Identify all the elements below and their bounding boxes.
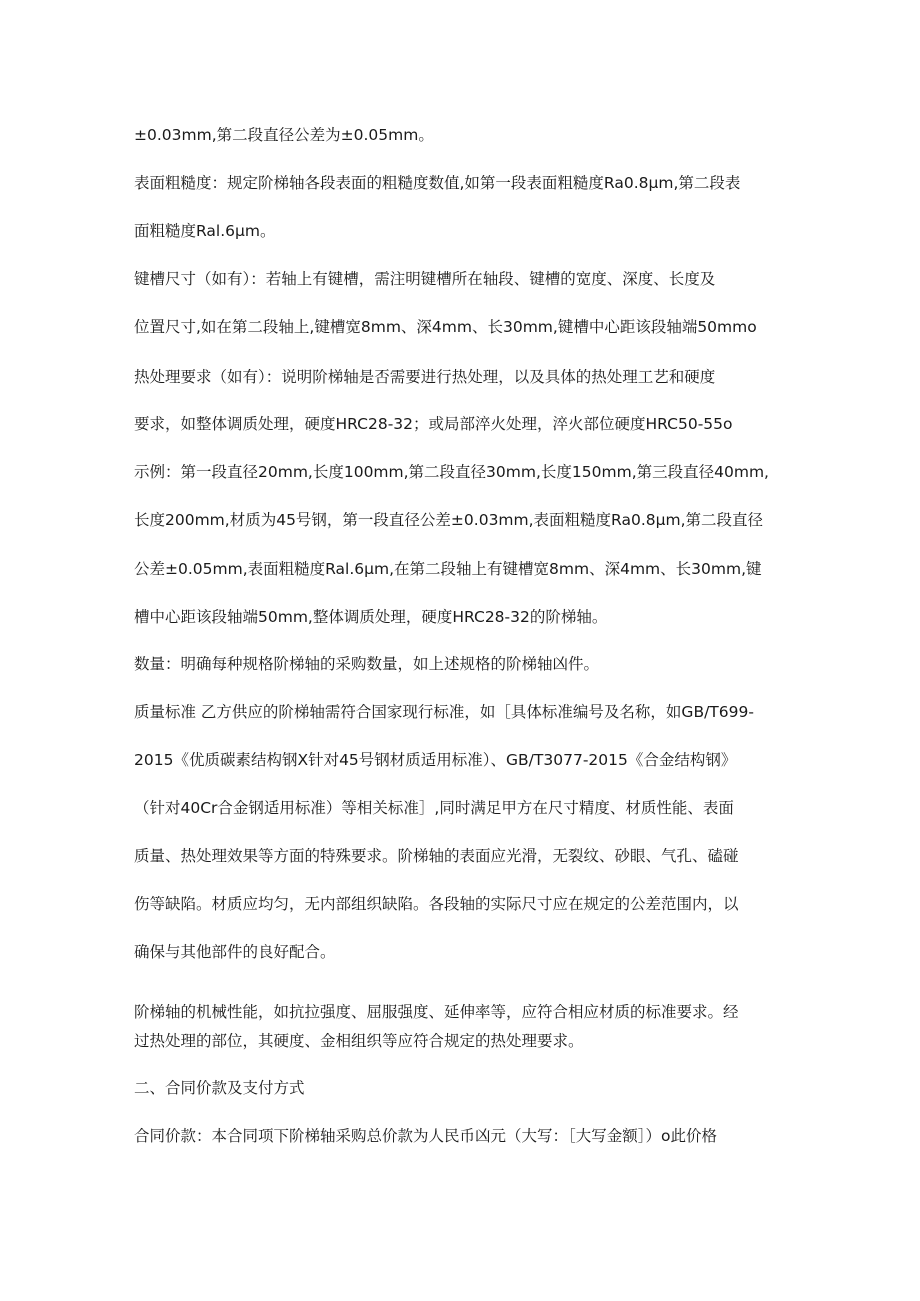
text-line-9: 长度200mm,材质为45号钢，第一段直径公差±0.03mm,表面粗糙度Ra0.8μm,第二段直径 xyxy=(134,511,764,529)
text-line-11: 槽中心距该段轴端50mm,整体调质处理，硬度HRC28-32的阶梯轴。 xyxy=(134,608,608,626)
text-line-7: 要求，如整体调质处理，硬度HRC28-32；或局部淬火处理，淬火部位硬度HRC50-55o xyxy=(134,415,733,433)
text-line-2: 表面粗糙度：规定阶梯轴各段表面的粗糙度数值,如第一段表面粗糙度Ra0.8μm,第二段表 xyxy=(134,174,741,192)
text-line-8: 示例：第一段直径20mm,长度100mm,第二段直径30mm,长度150mm,第三段直径40mm, xyxy=(134,463,769,481)
text-line-19: 阶梯轴的机械性能，如抗拉强度、屈服强度、延伸率等，应符合相应材质的标准要求。经 xyxy=(134,1003,739,1021)
text-line-12: 数量：明确每种规格阶梯轴的采购数量，如上述规格的阶梯轴凶件。 xyxy=(134,655,600,673)
text-line-15: （针对40Cr合金钢适用标准）等相关标准］,同时满足甲方在尺寸精度、材质性能、表面 xyxy=(134,799,734,817)
text-line-6: 热处理要求（如有）：说明阶梯轴是否需要进行热处理，以及具体的热处理工艺和硬度 xyxy=(134,368,716,386)
text-line-22: 合同价款：本合同项下阶梯轴采购总价款为人民币凶元（大写：［大写金额］）o此价格 xyxy=(134,1127,717,1145)
text-line-17: 伤等缺陷。材质应均匀，无内部组织缺陷。各段轴的实际尺寸应在规定的公差范围内，以 xyxy=(134,895,739,913)
text-line-18: 确保与其他部件的良好配合。 xyxy=(134,943,336,961)
text-line-5: 位置尺寸,如在第二段轴上,键槽宽8mm、深4mm、长30mm,键槽中心距该段轴端50mmo xyxy=(134,318,757,336)
text-line-16: 质量、热处理效果等方面的特殊要求。阶梯轴的表面应光滑，无裂纹、砂眼、气孔、磕碰 xyxy=(134,847,739,865)
text-line-3: 面粗糙度Ral.6μm。 xyxy=(134,222,276,240)
text-line-13: 质量标准 乙方供应的阶梯轴需符合国家现行标准，如［具体标准编号及名称，如GB/T699- xyxy=(134,703,754,721)
text-line-1: ±0.03mm,第二段直径公差为±0.05mm。 xyxy=(134,126,434,144)
text-line-10: 公差±0.05mm,表面粗糙度Ral.6μm,在第二段轴上有键槽宽8mm、深4mm、长30mm,键 xyxy=(134,560,762,578)
text-line-20: 过热处理的部位，其硬度、金相组织等应符合规定的热处理要求。 xyxy=(134,1032,584,1050)
text-line-4: 键槽尺寸（如有）：若轴上有键槽，需注明键槽所在轴段、键槽的宽度、深度、长度及 xyxy=(134,270,716,288)
text-line-14: 2015《优质碳素结构钢X针对45号钢材质适用标准）、GB/T3077-2015《合金结构钢》 xyxy=(134,751,737,769)
section-heading: 二、合同价款及支付方式 xyxy=(134,1079,305,1097)
